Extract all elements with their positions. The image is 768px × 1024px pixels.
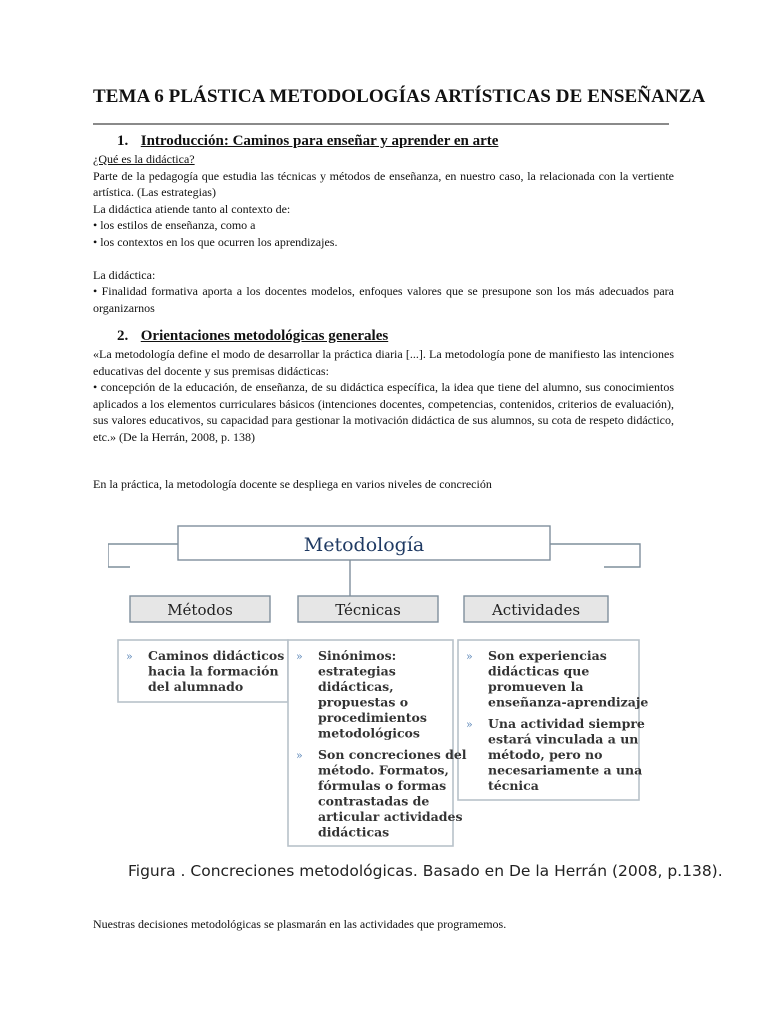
connector-actividades [550,544,640,567]
methodology-quote-bullet: • concepción de la educación, de enseñanza, de su didáctica específica, la idea que tiene del alumno, sus conocimientos aplicados a los elementos curriculares básicos (intenciones docentes, competencias, contenidos, criterios de evaluación), sus valores educativos, su capacidad para gestionar la motivación didáctica de sus alumnos, su cota de respeto didáctico, etc.» (De la Herrán, 2008, p. 138) [93,380,674,444]
section-2-title: Orientaciones metodológicas generales [140,328,389,344]
diagram-item-line: didácticas que [488,663,590,679]
diagram-item-line: Caminos didácticos [148,648,285,663]
section-1-number: 1. [117,133,129,149]
practice-sentence: En la práctica, la metodología docente se despliega en varios niveles de concreción [93,477,492,491]
diagram-item-line: del alumnado [148,679,244,694]
bullet-icon: » [296,749,303,762]
tecnicas-label: Técnicas [335,601,401,619]
diagram-item-line: necesariamente a una [488,762,643,778]
diagram-item-line: promueven la [488,679,584,694]
section-1-title: Introducción: Caminos para enseñar y aprender en arte [140,133,499,149]
methodology-diagram [108,520,648,850]
diagram-item-line: metodológicos [318,725,420,741]
diagram-item-line: Una actividad siempre [488,716,645,731]
diagram-item-line: técnica [488,778,539,793]
bullet-icon: » [466,718,473,731]
diagram-item-line: hacia la formación [148,663,279,679]
page-title: TEMA 6 PLÁSTICA METODOLOGÍAS ARTÍSTICAS DE ENSEÑANZA [93,86,706,107]
diagram-item-line: estrategias [318,663,396,679]
didactica-definition: Parte de la pedagogía que estudia las técnicas y métodos de enseñanza, en nuestro caso, la relacionada con la vertiente artística. (Las estrategias) [93,168,674,199]
section-1-heading [117,133,498,150]
connector-metodos [108,544,178,567]
bullet-icon: » [466,650,473,663]
context-bullet: • los contextos en los que ocurren los aprendizajes. [93,234,338,249]
root-label: Metodología [303,534,425,556]
metodos-label: Métodos [167,601,233,619]
methodology-quote: «La metodología define el modo de desarrollar la práctica diaria [...]. La metodología pone de manifiesto las intenciones educativas del docente y sus premisas didácticas: [93,347,674,378]
diagram-item-line: articular actividades [318,809,463,824]
bullet-icon: » [126,650,133,663]
didactica-question: ¿Qué es la didáctica? [93,152,195,166]
section-1-body [93,151,674,316]
diagram-item-line: Sinónimos: [318,648,397,663]
bullet-icon: » [296,650,303,663]
diagram-item-line: método. Formatos, [318,762,449,778]
actividades-label: Actividades [491,601,581,619]
context-bullet: • los estilos de enseñanza, como a [93,218,256,232]
context-intro: La didáctica atiende tanto al contexto de: [93,201,291,216]
diagram-item-line: fórmulas o formas [318,778,447,793]
diagram-item-line: enseñanza-aprendizaje [488,694,648,710]
closing-sentence: Nuestras decisiones metodológicas se plasmarán en las actividades que programemos. [93,917,507,931]
diagram-item-line: contrastadas de [318,793,430,809]
section-2-heading [117,328,388,345]
diagram-item-line: Son experiencias [488,648,607,663]
finalidad-bullet: • Finalidad formativa aporta a los docentes modelos, enfoques valores que se presupone son los más adecuados para organizarnos [93,284,674,315]
figure-caption: Figura . Concreciones metodológicas. Basado en De la Herrán (2008, p.138). [128,862,723,880]
section-2-body [93,346,674,445]
title-divider [93,123,669,125]
diagram-item-line: didácticas, [318,679,394,694]
diagram-item-line: procedimientos [318,710,427,725]
diagram-item-line: propuestas o [318,694,409,710]
didactica-label: La didáctica: [93,267,156,282]
diagram-item-line: didácticas [318,824,390,840]
diagram-item-line: método, pero no [488,747,603,762]
diagram-item-line: Son concreciones del [318,747,467,762]
section-2-number: 2. [117,328,129,344]
diagram-item-line: estará vinculada a un [488,731,639,747]
